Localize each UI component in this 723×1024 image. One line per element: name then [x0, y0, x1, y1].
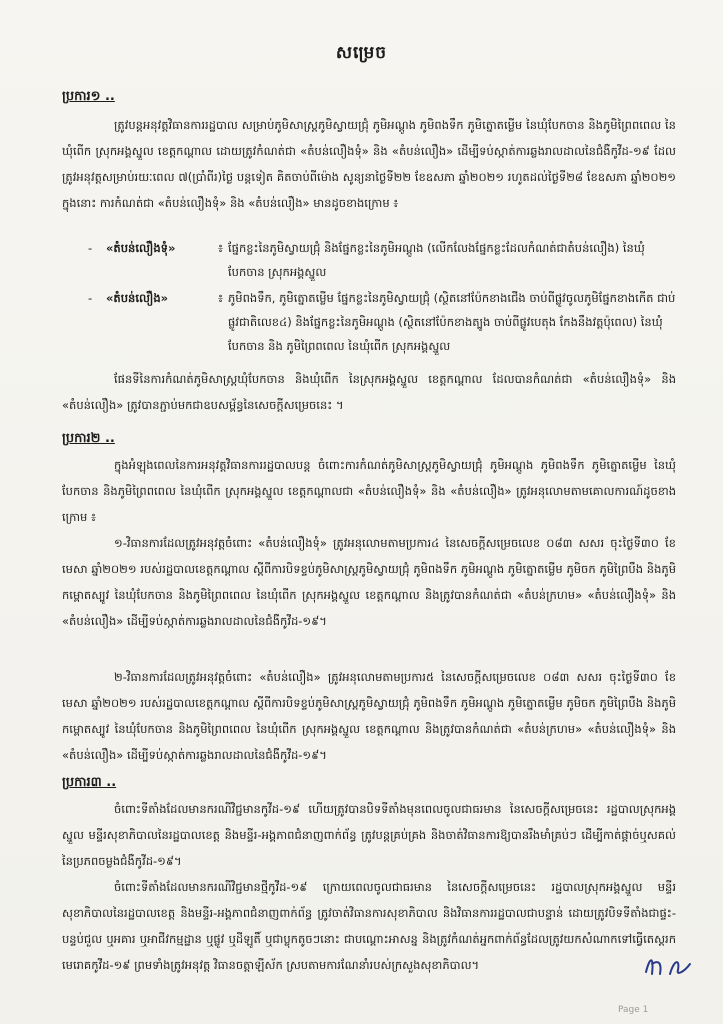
article-1-outro: ផែនទីនៃការកំណត់ភូមិសាស្ត្រឃុំបែកចាន និងឃុំពើក នៃស្រុកអង្គស្នួល ខេត្តកណ្ដាល ដែលបានកំណត់ជា «តំបន់លឿងទុំ» និង «តំបន់លឿង» ត្រូវបានភ្ជាប់មកជាឧបសម្ព័ន្ធនៃសេចក្ដីសម្រេចនេះ ។: [62, 372, 676, 412]
bullet-colon: ៖: [218, 241, 224, 255]
article-3-paragraph-1: ចំពោះទីតាំងដែលមានករណីវិជ្ជមានកូវីដ-១៩ ហើយត្រូវបានបិទទីតាំងមុនពេលចូលជាធរមាន នៃសេចក្ដីសម្រេចនេះ រដ្ឋបាលស្រុកអង្គស្នួល មន្ទីរសុខាភិបាលនៃរដ្ឋបាលខេត្ត និងមន្ទីរ-អង្គភាពជំនាញពាក់ព័ន្ធ ត្រូវបន្តគ្រប់គ្រង និងចាត់វិធានការឱ្យបានរឹងមាំគ្រប់ៗ ដើម្បីកាត់ផ្ដាច់ឬសគល់នៃប្រភពចម្លងជំងឺកូវីដ-១៩។: [62, 802, 676, 868]
article-1-heading: ប្រការ១ ..: [62, 89, 115, 104]
article-1-intro: ត្រូវបន្តអនុវត្តវិធានការរដ្ឋបាល សម្រាប់ភូមិសាស្ត្រភូមិស្វាយជ្រុំ ភូមិអណ្ដូង ភូមិពងទឹក ភូមិត្នោតម្លើម នៃឃុំបែកចាន និងភូមិព្រៃពពេល នៃឃុំពើក ស្រុកអង្គស្នួល ខេត្តកណ្ដាល ដោយត្រូវកំណត់ជា «តំបន់លឿងទុំ» និង «តំបន់លឿង» ដើម្បីទប់ស្កាត់ការឆ្លងរាលដាលនៃជំងឺកូវីដ-១៩ ដែលត្រូវអនុវត្តសម្រាប់រយៈពេល ៧(ប្រាំពីរ)ថ្ងៃ បន្តទៀត គិតចាប់ពីម៉ោង សូន្យនាថ្ងៃទី២២ ខែឧសភា ឆ្នាំ២០២១ រហូតដល់ថ្ងៃទី២៨ ខែឧសភា ឆ្នាំ២០២១ ក្នុងនោះ ការកំណត់ជា «តំបន់លឿងទុំ» និង «តំបន់លឿង» មានដូចខាងក្រោម ៖: [62, 118, 676, 210]
page-number: Page 1: [618, 1005, 649, 1015]
bullet-term: «តំបន់លឿង»: [106, 291, 169, 305]
article-2-paragraph-1: ក្នុងអំឡុងពេលនៃការអនុវត្តវិធានការរដ្ឋបាលបន្ត ចំពោះការកំណត់ភូមិសាស្ត្រភូមិស្វាយជ្រុំ ភូមិអណ្ដូង ភូមិពងទឹក ភូមិត្នោតម្លើម នៃឃុំបែកចាន និងភូមិព្រៃពពេល នៃឃុំពើក ស្រុកអង្គស្នួល ខេត្តកណ្ដាលជា «តំបន់លឿងទុំ» និង «តំបន់លឿង» ត្រូវអនុលោមតាមគោលការណ៍ដូចខាងក្រោម ៖: [62, 458, 676, 524]
bullet-term: «តំបន់លឿងទុំ»: [106, 241, 176, 255]
bullet-yellow-zone: [88, 286, 676, 360]
article-2-heading: ប្រការ២ ..: [62, 431, 115, 446]
bullet-description: ផ្នែកខ្លះនៃភូមិស្វាយជ្រុំ និងផ្នែកខ្លះនៃភូមិអណ្ដូង (លើកលែងផ្នែកខ្លះដែលកំណត់ជាតំបន់លឿង) នៃឃុំបែកចាន ស្រុកអង្គស្នួល: [228, 241, 645, 279]
article-3-paragraph-2: ចំពោះទីតាំងដែលមានករណីវិជ្ជមានថ្មីកូវីដ-១៩ ក្រោយពេលចូលជាធរមាន នៃសេចក្ដីសម្រេចនេះ រដ្ឋបាលស្រុកអង្គស្នួល មន្ទីរសុខាភិបាលនៃរដ្ឋបាលខេត្ត និងមន្ទីរ-អង្គភាពជំនាញពាក់ព័ន្ធ ត្រូវចាត់វិធានការសុខាភិបាល និងវិធានការរដ្ឋបាលជាបន្ទាន់ ដោយត្រូវបិទទីតាំងជាផ្ទះ-បន្ទប់ជួល ឬអគារ ឬអាជីវកម្មដ្ឋាន ឬផ្លូវ ឬដីឡូតិ៍ ឬជាប្លុកតូចៗនោះ ជាបណ្ដោះអាសន្ន និងត្រូវកំណត់អ្នកពាក់ព័ន្ធដែលត្រូវយកសំណាកទៅធ្វើតេស្តរកមេរោគកូវីដ-១៩ ព្រមទាំងត្រូវអនុវត្ត វិធានចត្តាឡីស័ក ស្របតាមការណែនាំរបស់ក្រសួងសុខាភិបាល។: [62, 880, 676, 972]
bullet-yellow-orange-zone: [88, 236, 676, 284]
article-2-paragraph-2: ១-វិធានការដែលត្រូវអនុវត្តចំពោះ «តំបន់លឿងទុំ» ត្រូវអនុលោមតាមប្រការ៤ នៃសេចក្ដីសម្រេចលេខ ០៨៣ សសរ ចុះថ្ងៃទី៣០ ខែមេសា ឆ្នាំ២០២១ របស់រដ្ឋបាលខេត្តកណ្ដាល ស្ដីពីការបិទខ្ទប់ភូមិសាស្ត្រភូមិស្វាយជ្រុំ ភូមិពងទឹក ភូមិអណ្ដូង ភូមិត្នោតម្លើម ភូមិចក ភូមិព្រៃបឹង និងភូមិកម្ពោតស្បូវ នៃឃុំបែកចាន និងភូមិព្រៃពពេល នៃឃុំពើក ស្រុកអង្គស្នួល ខេត្តកណ្ដាល និងត្រូវបានកំណត់ជា «តំបន់ក្រហម» «តំបន់លឿងទុំ» និង «តំបន់លឿង» ដើម្បីទប់ស្កាត់ការឆ្លងរាលដាលនៃជំងឺកូវីដ-១៩។: [62, 536, 676, 628]
bullet-dash: -: [88, 241, 93, 255]
initials-signature: [640, 950, 700, 982]
article-3-heading: ប្រការ៣ ..: [62, 775, 117, 790]
document-title: សម្រេច: [335, 43, 388, 63]
article-2-paragraph-3: ២-វិធានការដែលត្រូវអនុវត្តចំពោះ «តំបន់លឿង» ត្រូវអនុលោមតាមប្រការ៥ នៃសេចក្ដីសម្រេចលេខ ០៨៣ សសរ ចុះថ្ងៃទី៣០ ខែមេសា ឆ្នាំ២០២១ របស់រដ្ឋបាលខេត្តកណ្ដាល ស្ដីពីការបិទខ្ទប់ភូមិសាស្ត្រភូមិស្វាយជ្រុំ ភូមិពងទឹក ភូមិអណ្ដូង ភូមិត្នោតម្លើម ភូមិចក ភូមិព្រៃបឹង និងភូមិកម្ពោតស្បូវ នៃឃុំបែកចាន និងភូមិព្រៃពពេល នៃឃុំពើក ស្រុកអង្គស្នួល ខេត្តកណ្ដាល និងត្រូវបានកំណត់ជា «តំបន់ក្រហម» «តំបន់លឿងទុំ» និង «តំបន់លឿង» ដើម្បីទប់ស្កាត់ការឆ្លងរាលដាលនៃជំងឺកូវីដ-១៩។: [62, 670, 676, 762]
bullet-dash: -: [88, 291, 93, 305]
bullet-colon: ៖: [218, 291, 224, 305]
bullet-description: ភូមិពងទឹក, ភូមិត្នោតម្លើម ផ្នែកខ្លះនៃភូមិស្វាយជ្រុំ (ស្ថិតនៅប៉ែកខាងជើង ចាប់ពីផ្លូវចូលភូមិផ្នែកខាងកើត ជាប់ផ្លូវជាតិលេខ៤) និងផ្នែកខ្លះនៃភូមិអណ្ដូង (ស្ថិតនៅប៉ែកខាងត្បូង ចាប់ពីផ្លូវបេតុង កែងនឹងវត្តប៉ុពេល) នៃឃុំបែកចាន និង ភូមិព្រៃពពេល នៃឃុំពើក ស្រុកអង្គស្នួល: [228, 291, 676, 353]
